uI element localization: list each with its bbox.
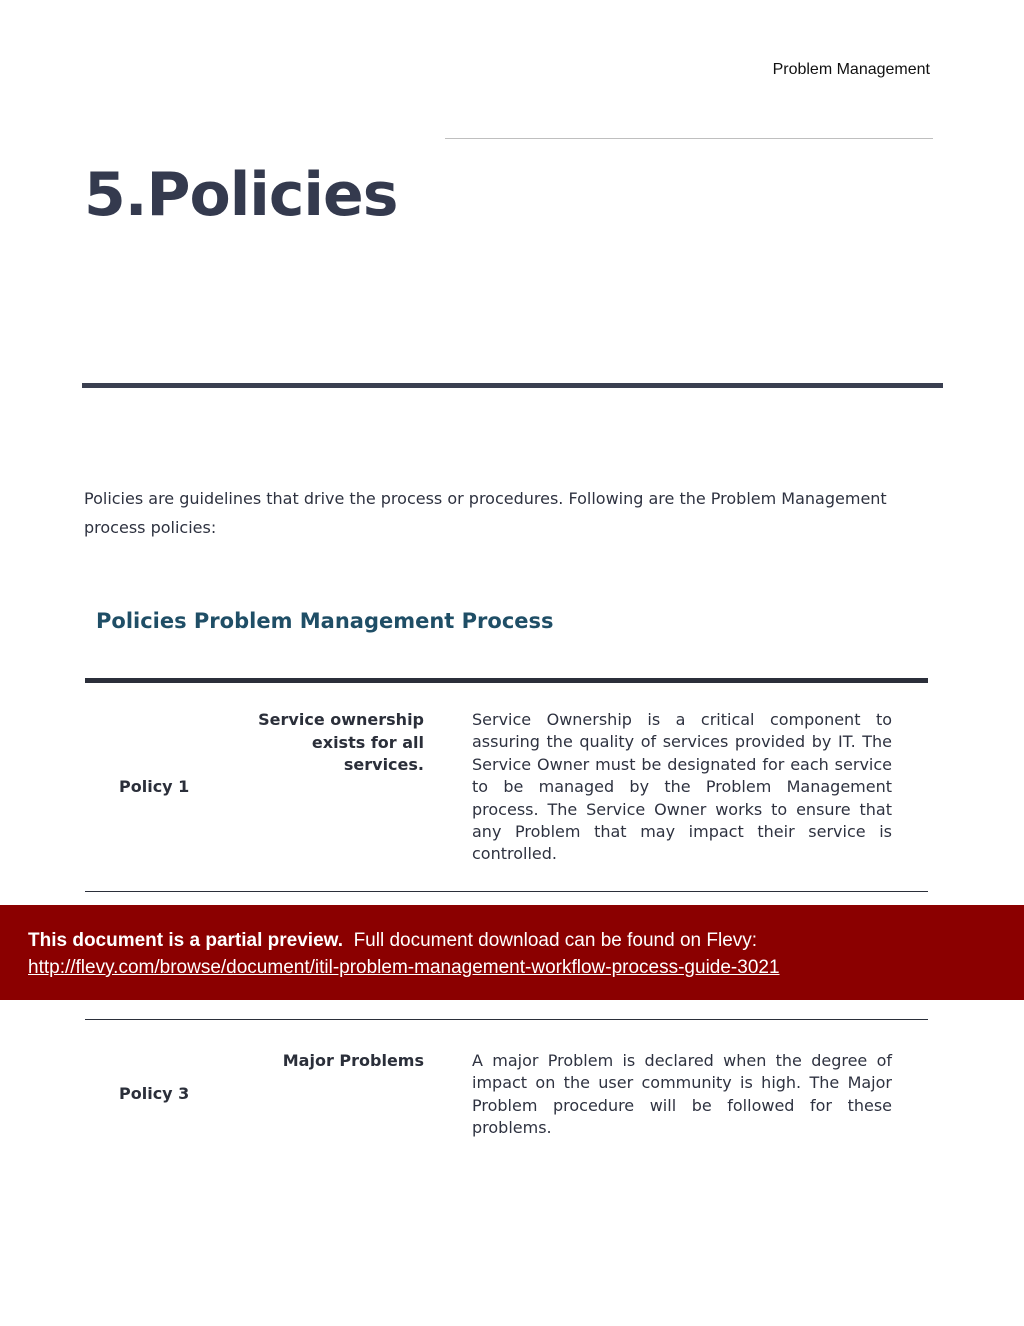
table-top-rule (85, 678, 928, 683)
chapter-divider (82, 383, 943, 388)
policy-label: Policy 1 (119, 777, 190, 796)
header-divider (445, 138, 933, 139)
intro-paragraph: Policies are guidelines that drive the process or procedures. Following are the Problem Management process policies: (84, 489, 887, 537)
policy-name: Service ownership exists for all services. (258, 710, 424, 774)
table-title: Policies Problem Management Process (96, 609, 554, 633)
policy-description: Service Ownership is a critical component to assuring the quality of services provided by IT. The Service Owner must be designated for each service to be managed by the Problem Management process. The Service Owner works to ensure that any Problem that may impact their service is controlled. (472, 710, 892, 864)
banner-message (28, 930, 757, 952)
policy-description: A major Problem is declared when the degree of impact on the user community is high. The Major Problem procedure will be followed for these problems. (472, 1051, 892, 1138)
row-divider (85, 891, 928, 892)
policy-label: Policy 3 (119, 1084, 190, 1103)
banner-bold-text: This document is a partial preview. (28, 930, 343, 951)
preview-banner (0, 905, 1024, 1000)
running-header: Problem Management (772, 61, 930, 78)
banner-text: Full document download can be found on Flevy: (353, 930, 758, 951)
download-link[interactable]: http://flevy.com/browse/document/itil-problem-management-workflow-process-guide-3021 (28, 957, 780, 978)
chapter-title: 5.Policies (84, 160, 398, 230)
policy-name: Major Problems (282, 1051, 424, 1070)
row-divider (85, 1019, 928, 1020)
